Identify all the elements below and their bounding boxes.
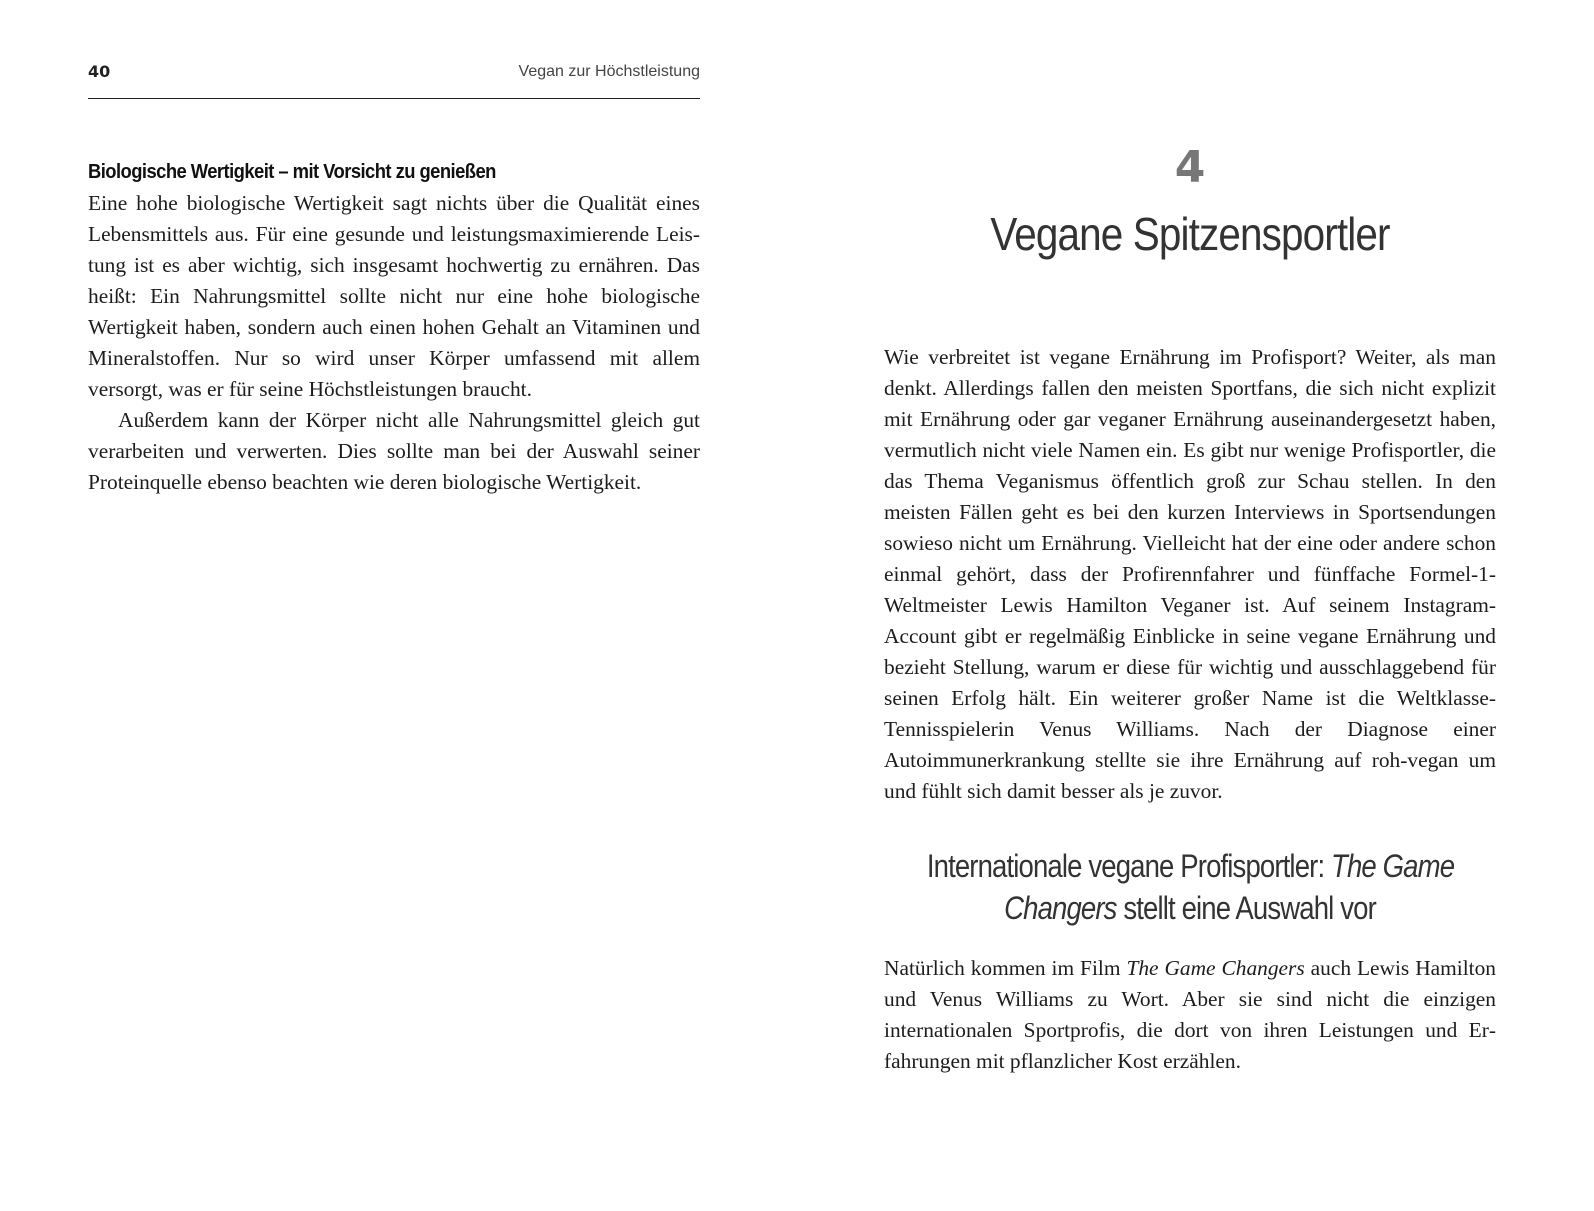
running-title: Vegan zur Höchstleistung (518, 63, 700, 80)
chapter-intro (884, 342, 1496, 807)
chapter-title: Vegane Spitzensportler (990, 208, 1390, 260)
body-paragraph: Wie verbreitet ist vegane Ernährung im Profisport? Weiter, als man denkt. Allerdings fallen den meisten Sportfans, die sich nicht explizit mit Ernährung oder gar veganer Ernährung auseinandergesetzt haben, vermutlich nicht viele Namen ein. Es gibt nur wenige Profisportler, die das Thema Veganismus öffentlich groß zur Schau stellen. In den meisten Fällen geht es bei den kurzen Interviews in Sportsendungen sowieso nicht um Ernährung. Vielleicht hat der eine oder andere schon einmal gehört, dass der Profirennfahrer und fünffache Formel-1-Weltmeister Lewis Hamilton Veganer ist. Auf seinem Instagram-Account gibt er regelmäßig Einblicke in seine vegane Ernährung und bezieht Stellung, warum er diese für wichtig und ausschlaggebend für seinen Erfolg hält. Ein weiterer großer Name ist die Weltklasse-Tennisspielerin Venus Williams. Nach der Diagnose einer Autoimmunerkrankung stellte sie ihre Ernährung auf roh-vegan um und fühlt sich damit besser als je zuvor. (884, 345, 1496, 803)
body-paragraph (884, 953, 1496, 1077)
follow-text (884, 953, 1496, 1077)
film-title: The Game Changers (1126, 956, 1305, 980)
paragraph-text: auch Lewis Hamilton und Venus Williams zu Wort. Aber sie sind nicht die einzigen internationalen Sportprofis, die dort von ihren Leistungen und Erfahrungen mit pflanzlicher Kost erzählen. (884, 956, 1497, 1073)
subheading-line-2 (927, 887, 1453, 929)
film-title: Changers (1004, 890, 1117, 926)
running-head (88, 60, 700, 99)
subheading (884, 845, 1496, 929)
section-heading: Biologische Wertigkeit – mit Vorsicht zu genießen (88, 161, 496, 183)
right-page (797, 0, 1594, 1211)
page-number: 40 (88, 62, 111, 81)
subheading-text: Internationale vegane Profisportler: (926, 848, 1332, 884)
body-paragraph: Außerdem kann der Körper nicht alle Nahrungsmittel gleich gut verarbeiten und verwerten. Dies sollte man bei der Auswahl seiner Proteinquelle ebenso beachten wie deren biologische Wertigkeit. (88, 408, 700, 494)
left-text-column (88, 157, 700, 498)
film-title: The Game (1331, 848, 1455, 884)
subheading-line-1 (927, 845, 1453, 887)
body-paragraph: Eine hohe biologische Wertigkeit sagt nichts über die Qualität eines Lebensmittels aus. Für eine gesunde und leistungsmaximierende Leistung ist es aber wichtig, sich insgesamt hochwertig zu ernähren. Das heißt: Ein Nahrungsmittel sollte nicht nur eine hohe biologische Wertigkeit haben, sondern auch einen hohen Gehalt an Vitaminen und Mineralstoffen. Nur so wird unser Körper umfassend mit allem versorgt, was er für seine Höchstleistungen braucht. (88, 191, 700, 401)
chapter-number: 4 (1174, 142, 1206, 193)
subheading-text: stellt eine Auswahl vor (1116, 890, 1376, 926)
paragraph-text: Natürlich kommen im Film (884, 956, 1127, 980)
